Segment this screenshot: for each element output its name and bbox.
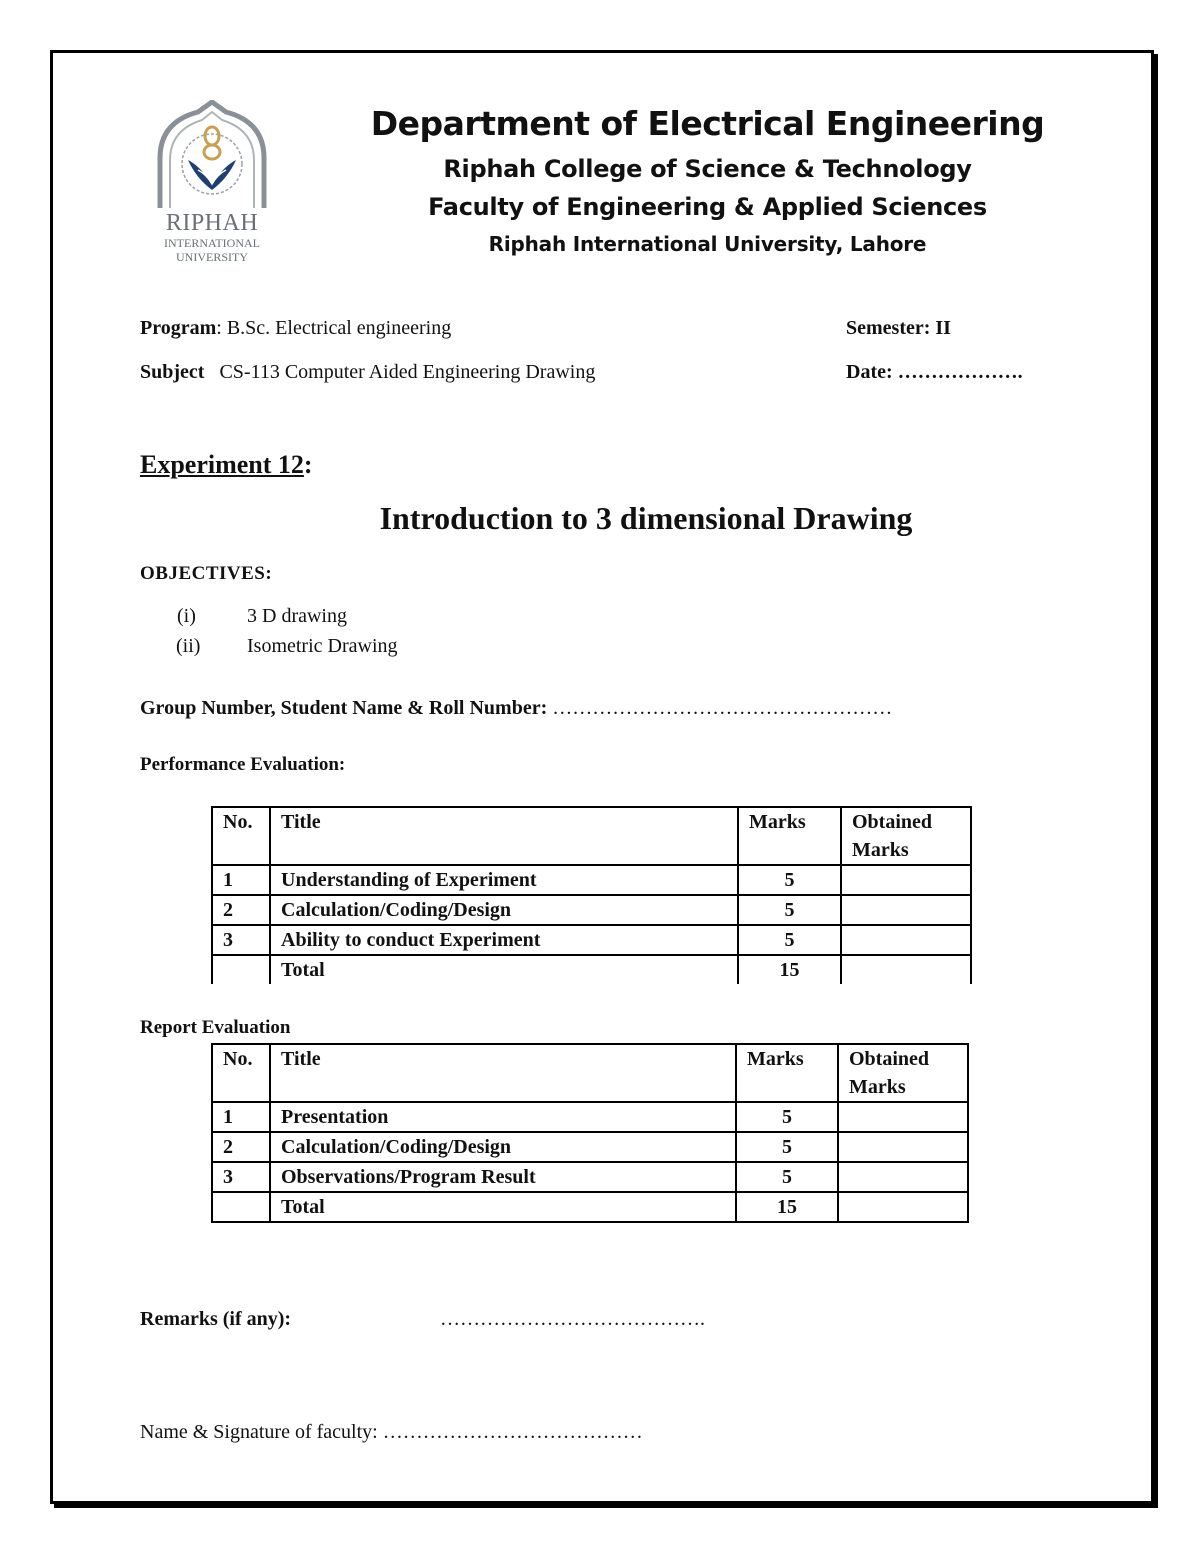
total-marks: 15 — [736, 1192, 838, 1222]
program-value: : B.Sc. Electrical engineering — [216, 317, 452, 339]
row-title: Calculation/Coding/Design — [270, 1132, 736, 1162]
program-label: Program — [140, 317, 217, 339]
header-title: Title — [270, 807, 738, 865]
row-title: Ability to conduct Experiment — [270, 925, 738, 955]
experiment-title: Introduction to 3 dimensional Drawing — [379, 500, 913, 536]
report-heading — [140, 1017, 290, 1039]
subject-line — [140, 361, 595, 384]
signature-line — [140, 1421, 643, 1444]
row-no: 1 — [212, 865, 270, 895]
table-total-row — [212, 955, 971, 984]
performance-table — [211, 806, 972, 984]
semester-label: Semester: II — [846, 317, 951, 339]
total-label: Total — [270, 1192, 736, 1222]
table-header-row — [212, 807, 971, 865]
faculty-name: Faculty of Engineering & Applied Sciences — [428, 193, 987, 221]
objective-number: (ii) — [176, 635, 201, 657]
signature-label: Name & Signature of faculty: — [140, 1421, 378, 1443]
table-row — [212, 1102, 968, 1132]
header-no: No. — [212, 807, 270, 865]
subject-label: Subject — [140, 361, 205, 383]
row-title: Observations/Program Result — [270, 1162, 736, 1192]
row-no: 1 — [212, 1102, 270, 1132]
logo-name: RIPHAH — [165, 210, 259, 236]
university-name: Riphah International University, Lahore — [488, 232, 927, 256]
row-no: 3 — [212, 1162, 270, 1192]
row-obtained[interactable] — [841, 925, 971, 955]
date-field: Date: ………………. — [846, 361, 1023, 383]
row-title: Calculation/Coding/Design — [270, 895, 738, 925]
report-heading-bold: Report — [140, 1017, 197, 1038]
table-row — [212, 925, 971, 955]
row-no — [212, 955, 270, 984]
row-obtained[interactable] — [838, 1132, 968, 1162]
objectives-heading: OBJECTIVES: — [140, 563, 273, 584]
department-title: Department of Electrical Engineering — [370, 104, 1045, 143]
row-title: Understanding of Experiment — [270, 865, 738, 895]
header-marks: Marks — [738, 807, 841, 865]
university-logo — [148, 100, 276, 270]
table-header-row — [212, 1044, 968, 1102]
row-no — [212, 1192, 270, 1222]
header-obtained: Obtained Marks — [841, 807, 971, 865]
objective-text: 3 D drawing — [247, 605, 347, 627]
header-no: No. — [212, 1044, 270, 1102]
total-obtained[interactable] — [838, 1192, 968, 1222]
group-student-label: Group Number, Student Name & Roll Number: — [140, 697, 548, 719]
header-marks: Marks — [736, 1044, 838, 1102]
row-title: Presentation — [270, 1102, 736, 1132]
experiment-heading — [140, 450, 313, 480]
row-marks: 5 — [736, 1162, 838, 1192]
group-student-line — [140, 697, 892, 720]
logo-line-3: UNIVERSITY — [176, 250, 248, 264]
performance-heading: Performance Evaluation: — [140, 754, 346, 775]
row-obtained[interactable] — [841, 895, 971, 925]
objective-number: (i) — [177, 605, 196, 627]
report-heading-rest: Evaluation — [196, 1017, 291, 1038]
group-student-dots: …………………………………………… — [547, 697, 893, 719]
objective-text: Isometric Drawing — [247, 635, 398, 657]
row-no: 2 — [212, 1132, 270, 1162]
signature-dots: ………………………………… — [377, 1421, 643, 1443]
riphah-emblem-icon — [148, 100, 276, 210]
table-row — [212, 895, 971, 925]
total-marks: 15 — [738, 955, 841, 984]
row-no: 2 — [212, 895, 270, 925]
remarks-label: Remarks (if any): — [140, 1308, 292, 1330]
experiment-label: Experiment 12 — [140, 450, 304, 479]
row-marks: 5 — [738, 865, 841, 895]
row-obtained[interactable] — [838, 1162, 968, 1192]
row-obtained[interactable] — [838, 1102, 968, 1132]
header-title: Title — [270, 1044, 736, 1102]
row-obtained[interactable] — [841, 865, 971, 895]
row-marks: 5 — [738, 895, 841, 925]
row-marks: 5 — [736, 1102, 838, 1132]
table-row — [212, 865, 971, 895]
total-obtained[interactable] — [841, 955, 971, 984]
row-marks: 5 — [738, 925, 841, 955]
subject-value: CS-113 Computer Aided Engineering Drawing — [219, 361, 596, 383]
total-label: Total — [270, 955, 738, 984]
program-line — [140, 317, 451, 340]
experiment-colon: : — [303, 450, 313, 479]
row-no: 3 — [212, 925, 270, 955]
table-total-row — [212, 1192, 968, 1222]
logo-line-2: INTERNATIONAL — [164, 236, 260, 250]
remarks-dots: …………………………………. — [440, 1308, 705, 1330]
table-row — [212, 1132, 968, 1162]
college-name: Riphah College of Science & Technology — [443, 155, 972, 183]
row-marks: 5 — [736, 1132, 838, 1162]
header-obtained: Obtained Marks — [838, 1044, 968, 1102]
table-row — [212, 1162, 968, 1192]
report-table — [211, 1043, 969, 1223]
